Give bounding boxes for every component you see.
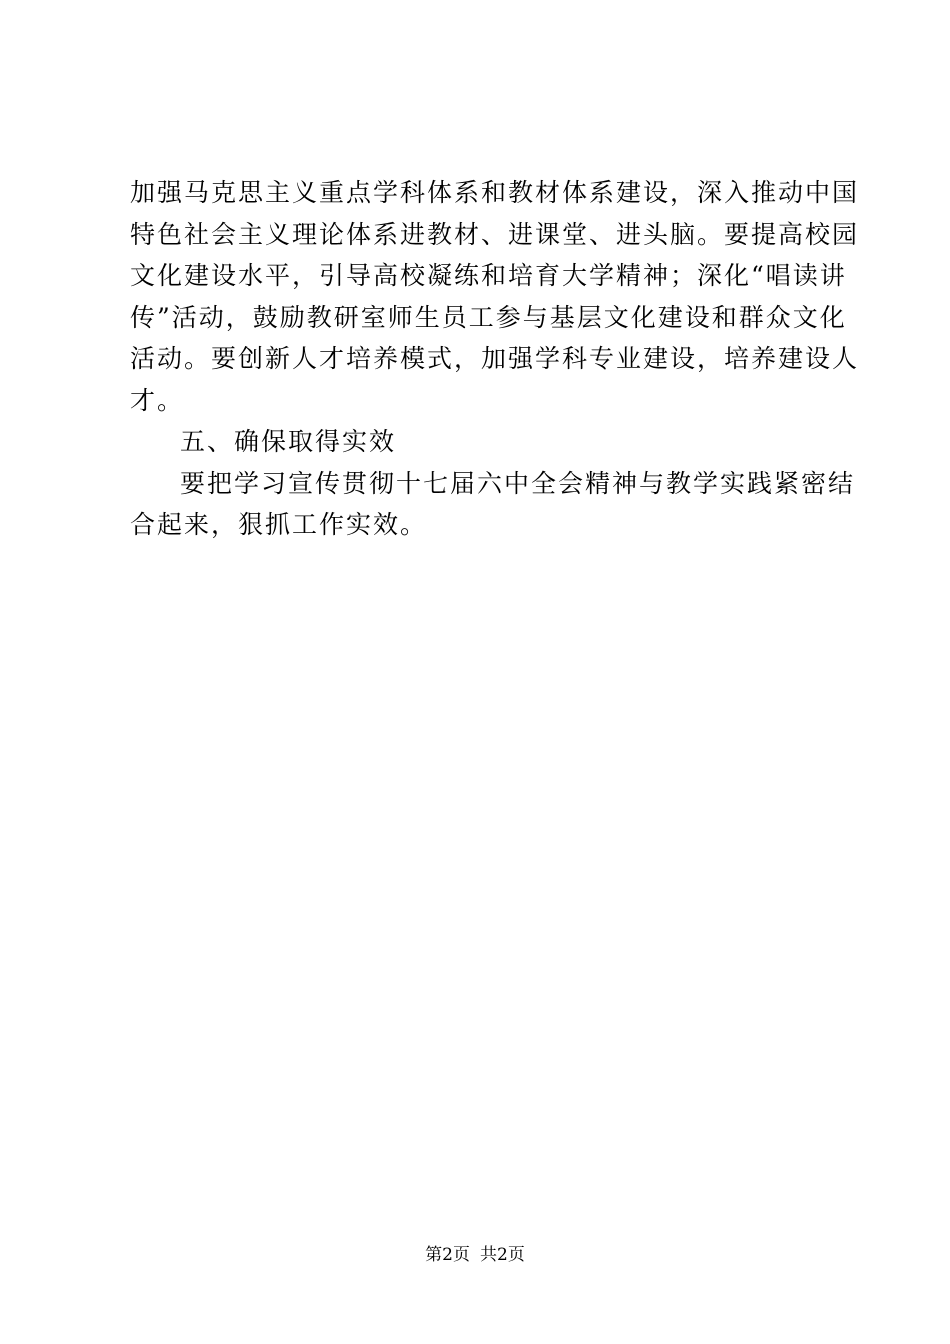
paragraph-line: 加强马克思主义重点学科体系和教材体系建设，深入推动中国 [130, 178, 860, 207]
paragraph-2 [130, 463, 856, 546]
page-number: 第2页 [425, 1245, 470, 1265]
section-heading: 五、确保取得实效 [180, 427, 397, 456]
paragraph-1 [130, 172, 860, 421]
document-body [130, 172, 860, 546]
paragraph-line: 特色社会主义理论体系进教材、进课堂、进头脑。要提高校园 [130, 219, 860, 249]
paragraph-line: 合起来，狠抓工作实效。 [130, 510, 428, 539]
paragraph-line: 才。 [130, 385, 185, 415]
paragraph-line: 传”活动，鼓励教研室师生员工参与基层文化建设和群众文化 [130, 302, 847, 332]
paragraph-line: 要把学习宣传贯彻十七届六中全会精神与教学实践紧密结 [180, 468, 856, 498]
page-footer [0, 1243, 950, 1267]
paragraph-line: 活动。要创新人才培养模式，加强学科专业建设，培养建设人 [130, 344, 860, 373]
paragraph-line: 文化建设水平，引导高校凝练和培育大学精神；深化“唱读讲 [130, 261, 847, 290]
page-total: 共2页 [480, 1245, 525, 1265]
